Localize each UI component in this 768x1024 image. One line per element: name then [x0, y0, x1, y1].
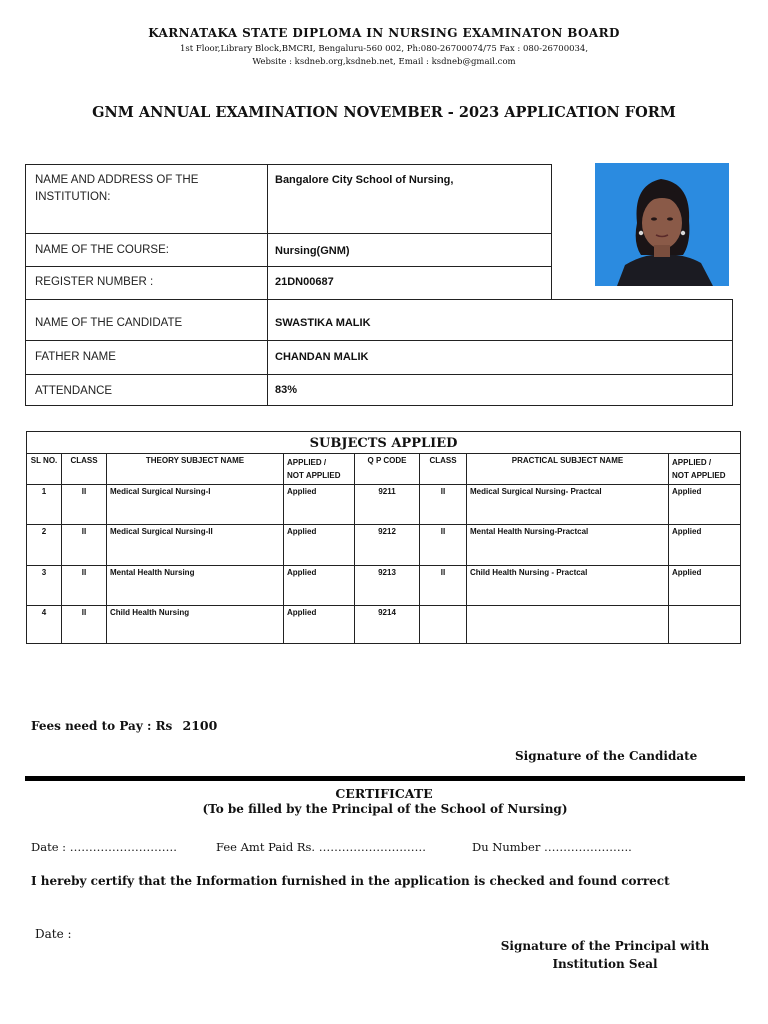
row-qp: 9213: [355, 566, 420, 606]
subjects-table: [26, 431, 741, 644]
register-row: [25, 266, 552, 300]
row-qp: 9212: [355, 525, 420, 566]
col-sl-no: SL NO.: [27, 454, 62, 485]
row-practical: Child Health Nursing - Practcal: [467, 566, 669, 606]
row-applied2: [669, 606, 741, 644]
row-sl: 2: [27, 525, 62, 566]
candidate-label: NAME OF THE CANDIDATE: [35, 317, 183, 329]
row-applied: Applied: [284, 566, 355, 606]
row-sl: 3: [27, 566, 62, 606]
candidate-divider: [267, 300, 268, 340]
table-row: [27, 566, 741, 606]
attendance-label: ATTENDANCE: [35, 385, 113, 397]
col-theory: THEORY SUBJECT NAME: [107, 454, 284, 485]
row-practical: [467, 606, 669, 644]
row-applied: Applied: [284, 525, 355, 566]
attendance-value: 83%: [275, 384, 298, 396]
row-class: II: [62, 525, 107, 566]
course-divider: [267, 234, 268, 266]
row-class: II: [62, 566, 107, 606]
row-applied2: Applied: [669, 525, 741, 566]
col-class: CLASS: [62, 454, 107, 485]
cert-date-label: Date :: [35, 927, 72, 941]
row-class: II: [62, 606, 107, 644]
row-class2: II: [420, 525, 467, 566]
row-applied: Applied: [284, 606, 355, 644]
row-applied: Applied: [284, 485, 355, 525]
cert-fee-field: Fee Amt Paid Rs. ……………………….: [216, 840, 426, 854]
fees-amount: 2100: [182, 718, 218, 733]
course-row: [25, 233, 552, 267]
candidate-signature: Signature of the Candidate: [515, 749, 698, 763]
principal-signature-line2: Institution Seal: [552, 957, 658, 971]
col-applied2-line2: NOT APPLIED: [672, 471, 726, 480]
certificate-title: CERTIFICATE: [335, 786, 433, 801]
col-applied2: [669, 454, 741, 485]
col-applied: [284, 454, 355, 485]
row-class2: II: [420, 566, 467, 606]
col-applied2-line1: APPLIED /: [672, 458, 712, 467]
subjects-title-row: [27, 432, 741, 454]
form-title: GNM ANNUAL EXAMINATION NOVEMBER - 2023 APPLICATION FORM: [92, 104, 676, 121]
row-class: II: [62, 485, 107, 525]
subjects-section: [26, 431, 741, 644]
row-theory: Child Health Nursing: [107, 606, 284, 644]
board-contact: Website : ksdneb.org,ksdneb.net, Email : ksdneb@gmail.com: [252, 57, 516, 67]
row-theory: Medical Surgical Nursing-I: [107, 485, 284, 525]
father-divider: [267, 341, 268, 374]
table-row: [27, 485, 741, 525]
candidate-value: SWASTIKA MALIK: [275, 317, 371, 329]
institution-row: [25, 164, 552, 234]
register-value: 21DN00687: [275, 276, 334, 288]
col-class2: CLASS: [420, 454, 467, 485]
section-divider: [25, 776, 745, 781]
col-applied-line2: NOT APPLIED: [287, 471, 341, 480]
father-row: [25, 340, 733, 375]
row-qp: 9214: [355, 606, 420, 644]
subjects-title: SUBJECTS APPLIED: [27, 432, 741, 454]
principal-signature-line1: Signature of the Principal with: [500, 939, 710, 953]
cert-date-field: Date : ……………………….: [31, 840, 177, 854]
register-label: REGISTER NUMBER :: [35, 276, 154, 288]
candidate-photo-image: [595, 163, 729, 286]
subjects-header-row: [27, 454, 741, 485]
board-name: KARNATAKA STATE DIPLOMA IN NURSING EXAMINATON BOARD: [148, 26, 620, 40]
table-row: [27, 606, 741, 644]
board-address: 1st Floor,Library Block,BMCRI, Bengaluru-560 002, Ph:080-26700074/75 Fax : 080-26700034,: [179, 44, 589, 54]
row-sl: 4: [27, 606, 62, 644]
candidate-row: [25, 299, 733, 341]
row-class2: [420, 606, 467, 644]
candidate-photo: [595, 163, 729, 286]
row-class2: II: [420, 485, 467, 525]
row-applied2: Applied: [669, 566, 741, 606]
father-value: CHANDAN MALIK: [275, 351, 369, 363]
col-practical: PRACTICAL SUBJECT NAME: [467, 454, 669, 485]
register-divider: [267, 267, 268, 299]
row-practical: Medical Surgical Nursing- Practcal: [467, 485, 669, 525]
row-theory: Mental Health Nursing: [107, 566, 284, 606]
principal-signature: [495, 937, 715, 973]
father-label: FATHER NAME: [35, 351, 116, 363]
institution-divider: [267, 165, 268, 233]
row-theory: Medical Surgical Nursing-II: [107, 525, 284, 566]
course-value: Nursing(GNM): [275, 245, 350, 257]
institution-value: Bangalore City School of Nursing,: [275, 174, 454, 186]
col-applied-line1: APPLIED /: [287, 458, 327, 467]
certificate-subtitle: (To be filled by the Principal of the School of Nursing): [202, 802, 568, 816]
table-row: [27, 525, 741, 566]
institution-label: NAME AND ADDRESS OF THE INSTITUTION:: [35, 174, 199, 203]
row-applied2: Applied: [669, 485, 741, 525]
cert-du-field: Du Number …………………..: [472, 840, 632, 854]
row-practical: Mental Health Nursing-Practcal: [467, 525, 669, 566]
col-qp-code: Q P CODE: [355, 454, 420, 485]
row-qp: 9211: [355, 485, 420, 525]
cert-declaration: I hereby certify that the Information furnished in the application is checked and found correct: [31, 874, 670, 888]
row-sl: 1: [27, 485, 62, 525]
course-label: NAME OF THE COURSE:: [35, 244, 169, 256]
attendance-row: [25, 374, 733, 406]
fees-line: [31, 718, 217, 733]
attendance-divider: [267, 375, 268, 405]
fees-label: Fees need to Pay : Rs: [31, 719, 173, 733]
